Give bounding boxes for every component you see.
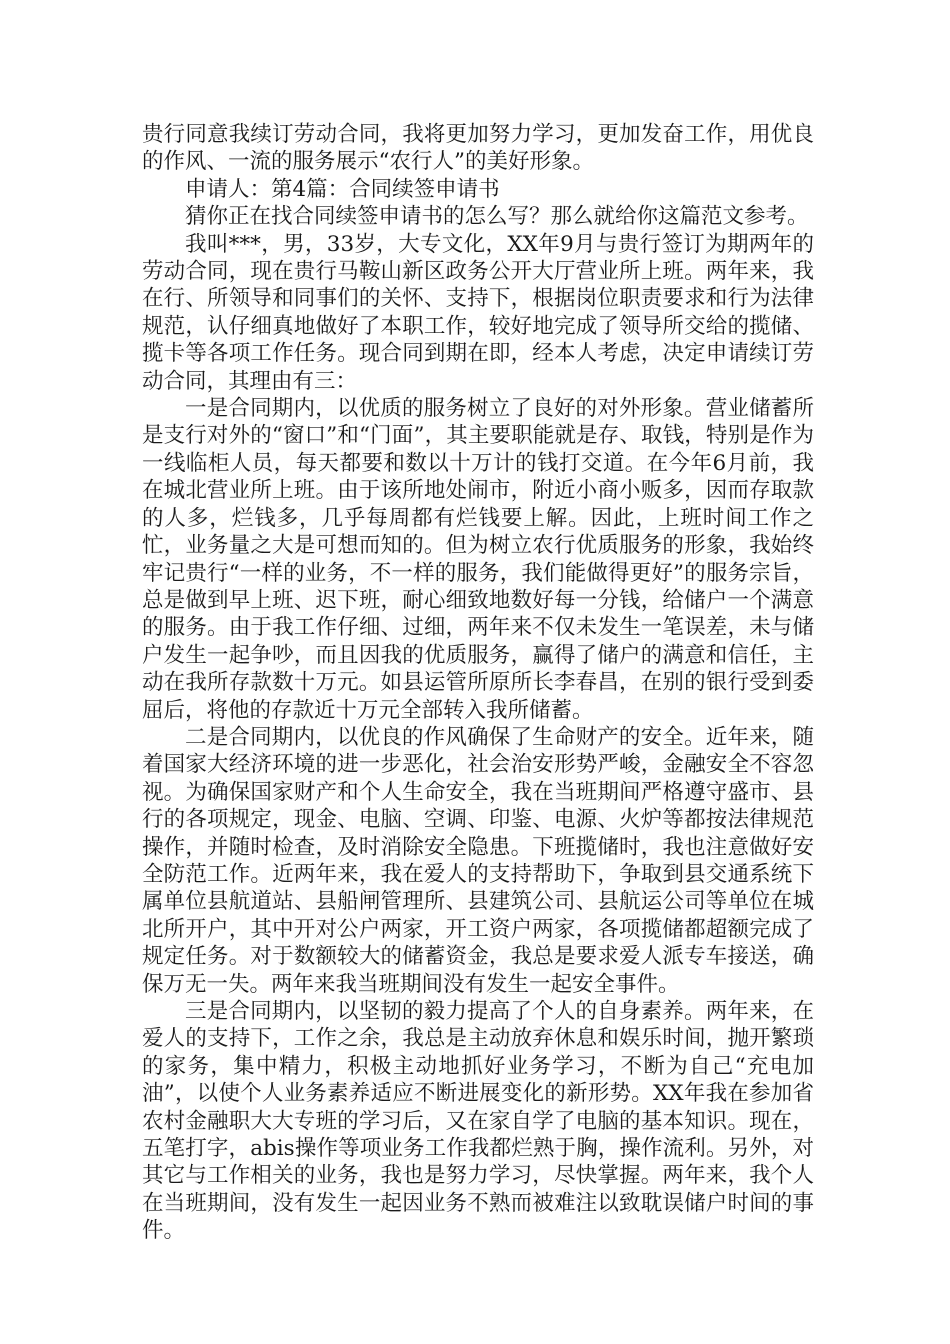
paragraph-applicant-heading: 申请人：第4篇：合同续签申请书 (185, 176, 500, 202)
document-page (142, 121, 814, 1245)
paragraph-reason-three: 三是合同期内，以坚韧的毅力提高了个人的自身素养。两年来，在爱人的支持下，工作之余，我总是主动放弃休息和娱乐时间，抛开繁琐的家务，集中精力，积极主动地抓好业务学习，不断为自己“充电加油”，以使个人业务素养适应不断进展变化的新形势。XX年我在参加省农村金融职大大专班的学习后，又在家自学了电脑的基本知识。现在，五笔打字，abis操作等项业务工作我都烂熟于胸，操作流利。另外，对其它与工作相关的业务，我也是努力学习，尽快掌握。两年来，我个人在当班期间，没有发生一起因业务不熟而被难注以致耽误储户时间的事件。 (142, 999, 814, 1244)
paragraph-continuation: 贵行同意我续订劳动合同，我将更加努力学习，更加发奋工作，用优良的作风、一流的服务展示“农行人”的美好形象。 (142, 122, 814, 175)
paragraph-intro: 猜你正在找合同续签申请书的怎么写？那么就给你这篇范文参考。 (185, 204, 809, 230)
paragraph-reason-one: 一是合同期内，以优质的服务树立了良好的对外形象。营业储蓄所是支行对外的“窗口”和“门面”，其主要职能就是存、取钱，特别是作为一线临柜人员，每天都要和数以十万计的钱打交道。在今年6月前，我在城北营业所上班。由于该所地处闹市，附近小商小贩多，因而存取款的人多，烂钱多，几乎每周都有烂钱要上解。因此，上班时间工作之忙，业务量之大是可想而知的。但为树立农行优质服务的形象，我始终牢记贵行“一样的业务，不一样的服务，我们能做得更好”的服务宗旨，总是做到早上班、迟下班，耐心细致地数好每一分钱，给储户一个满意的服务。由于我工作仔细、过细，两年来不仅未发生一笔误差，未与储户发生一起争吵，而且因我的优质服务，赢得了储户的满意和信任，主动在我所存款数十万元。如县运管所原所长李春昌，在别的银行受到委屈后，将他的存款近十万元全部转入我所储蓄。 (142, 396, 814, 723)
paragraph-reason-two: 二是合同期内，以优良的作风确保了生命财产的安全。近年来，随着国家大经济环境的进一步恶化，社会治安形势严峻，金融安全不容忽视。为确保国家财产和个人生命安全，我在当班期间严格遵守盛市、县行的各项规定，现金、电脑、空调、印鉴、电源、火炉等都按法律规范操作，并随时检查，及时消除安全隐患。下班揽储时，我也注意做好安全防范工作。近两年来，我在爱人的支持帮助下，争取到县交通系统下属单位县航道站、县船闸管理所、县建筑公司、县航运公司等单位在城北所开户，其中开对公户两家，开工资户两家，各项揽储都超额完成了规定任务。对于数额较大的储蓄资金，我总是要求爱人派专车接送，确保万无一失。两年来我当班期间没有发生一起安全事件。 (142, 724, 814, 997)
paragraph-self-introduction: 我叫***，男，33岁，大专文化，XX年9月与贵行签订为期两年的劳动合同，现在贵行马鞍山新区政务公开大厅营业所上班。两年来，我在行、所领导和同事们的关怀、支持下，根据岗位职责要求和行为法律规范，认仔细真地做好了本职工作，较好地完成了领导所交给的揽储、揽卡等各项工作任务。现合同到期在即，经本人考虑，决定申请续订劳动合同，其理由有三： (142, 231, 814, 394)
